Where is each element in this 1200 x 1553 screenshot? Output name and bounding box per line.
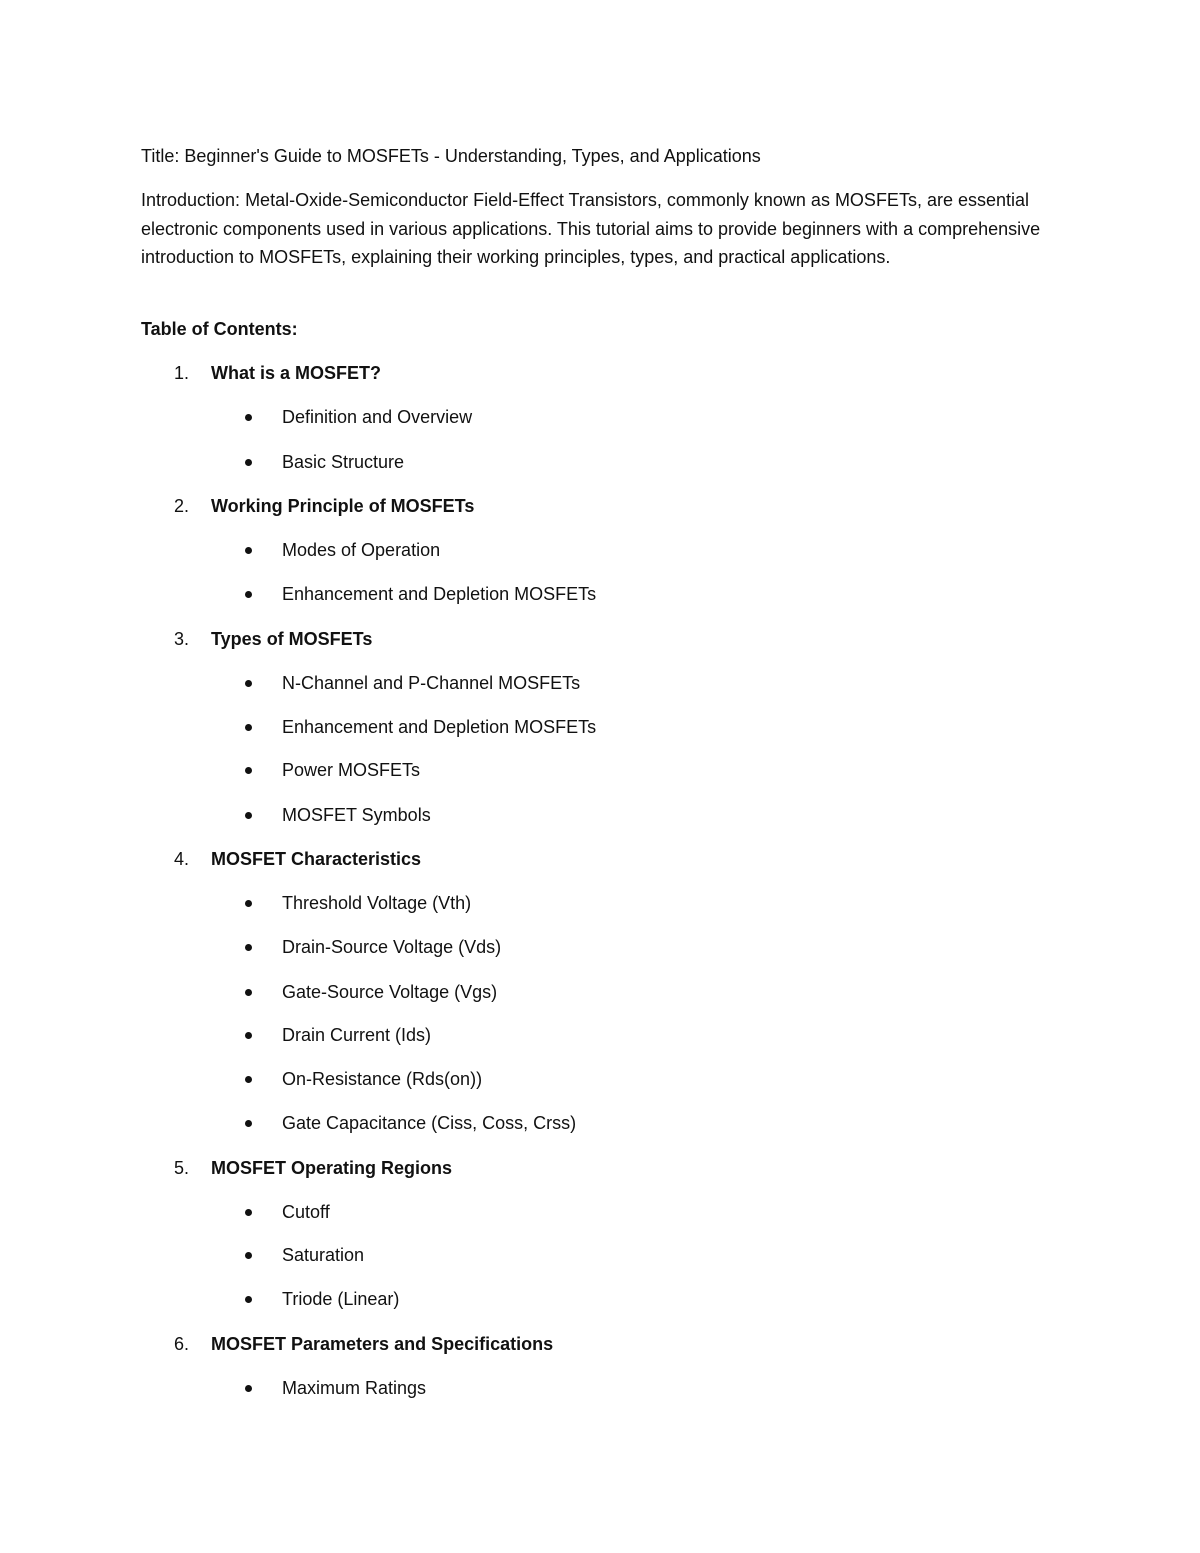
list-item-label: Gate-Source Voltage (Vgs): [282, 982, 498, 1002]
bullet-icon: [245, 591, 252, 598]
list-item-label: Drain Current (Ids): [282, 1025, 432, 1045]
bullet-icon: [245, 1120, 252, 1127]
list-item-label: Definition and Overview: [282, 407, 473, 427]
bullet-icon: [245, 812, 252, 819]
section-title: MOSFET Characteristics: [211, 849, 422, 869]
list-item-label: Gate Capacitance (Ciss, Coss, Crss): [282, 1113, 577, 1133]
bullet-icon: [245, 680, 252, 687]
list-item-label: Drain-Source Voltage (Vds): [282, 937, 502, 957]
section-title: Working Principle of MOSFETs: [211, 496, 475, 516]
list-item-label: Enhancement and Depletion MOSFETs: [282, 584, 597, 604]
bullet-icon: [245, 1385, 252, 1392]
section-number: 1.: [174, 363, 190, 383]
bullet-icon: [245, 1252, 252, 1259]
list-item-label: Threshold Voltage (Vth): [282, 893, 472, 913]
section-number: 2.: [174, 496, 190, 516]
bullet-icon: [245, 724, 252, 731]
section-number: 5.: [174, 1158, 190, 1178]
document-title: Title: Beginner's Guide to MOSFETs - Understanding, Types, and Applications: [141, 146, 761, 166]
section-title: Types of MOSFETs: [211, 629, 373, 649]
bullet-icon: [245, 414, 252, 421]
section-number: 6.: [174, 1334, 190, 1354]
toc-heading: Table of Contents:: [141, 319, 298, 339]
bullet-icon: [245, 989, 252, 996]
section-number: 3.: [174, 629, 190, 649]
bullet-icon: [245, 459, 252, 466]
bullet-icon: [245, 1296, 252, 1303]
list-item-label: Maximum Ratings: [282, 1378, 427, 1398]
bullet-icon: [245, 1076, 252, 1083]
bullet-icon: [245, 900, 252, 907]
list-item-label: Triode (Linear): [282, 1289, 400, 1309]
list-item-label: Modes of Operation: [282, 540, 441, 560]
bullet-icon: [245, 547, 252, 554]
bullet-icon: [245, 1032, 252, 1039]
list-item-label: Enhancement and Depletion MOSFETs: [282, 717, 597, 737]
list-item-label: MOSFET Symbols: [282, 805, 431, 825]
bullet-icon: [245, 767, 252, 774]
section-title: MOSFET Parameters and Specifications: [211, 1334, 554, 1354]
bullet-icon: [245, 1209, 252, 1216]
section-number: 4.: [174, 849, 190, 869]
list-item-label: On-Resistance (Rds(on)): [282, 1069, 483, 1089]
bullet-icon: [245, 944, 252, 951]
list-item-label: N-Channel and P-Channel MOSFETs: [282, 673, 581, 693]
list-item-label: Saturation: [282, 1245, 365, 1265]
section-title: MOSFET Operating Regions: [211, 1158, 453, 1178]
section-title: What is a MOSFET?: [211, 363, 382, 383]
list-item-label: Cutoff: [282, 1202, 330, 1222]
list-item-label: Power MOSFETs: [282, 760, 421, 780]
introduction-paragraph: Introduction: Metal-Oxide-Semiconductor Field-Effect Transistors, commonly known as MOSFETs, are essential electronic components used in various applications. This tutorial aims to provide beginners with a comprehensive introduction to MOSFETs, explaining their working principles, types, and practical applications.: [141, 190, 1041, 268]
list-item-label: Basic Structure: [282, 452, 405, 472]
